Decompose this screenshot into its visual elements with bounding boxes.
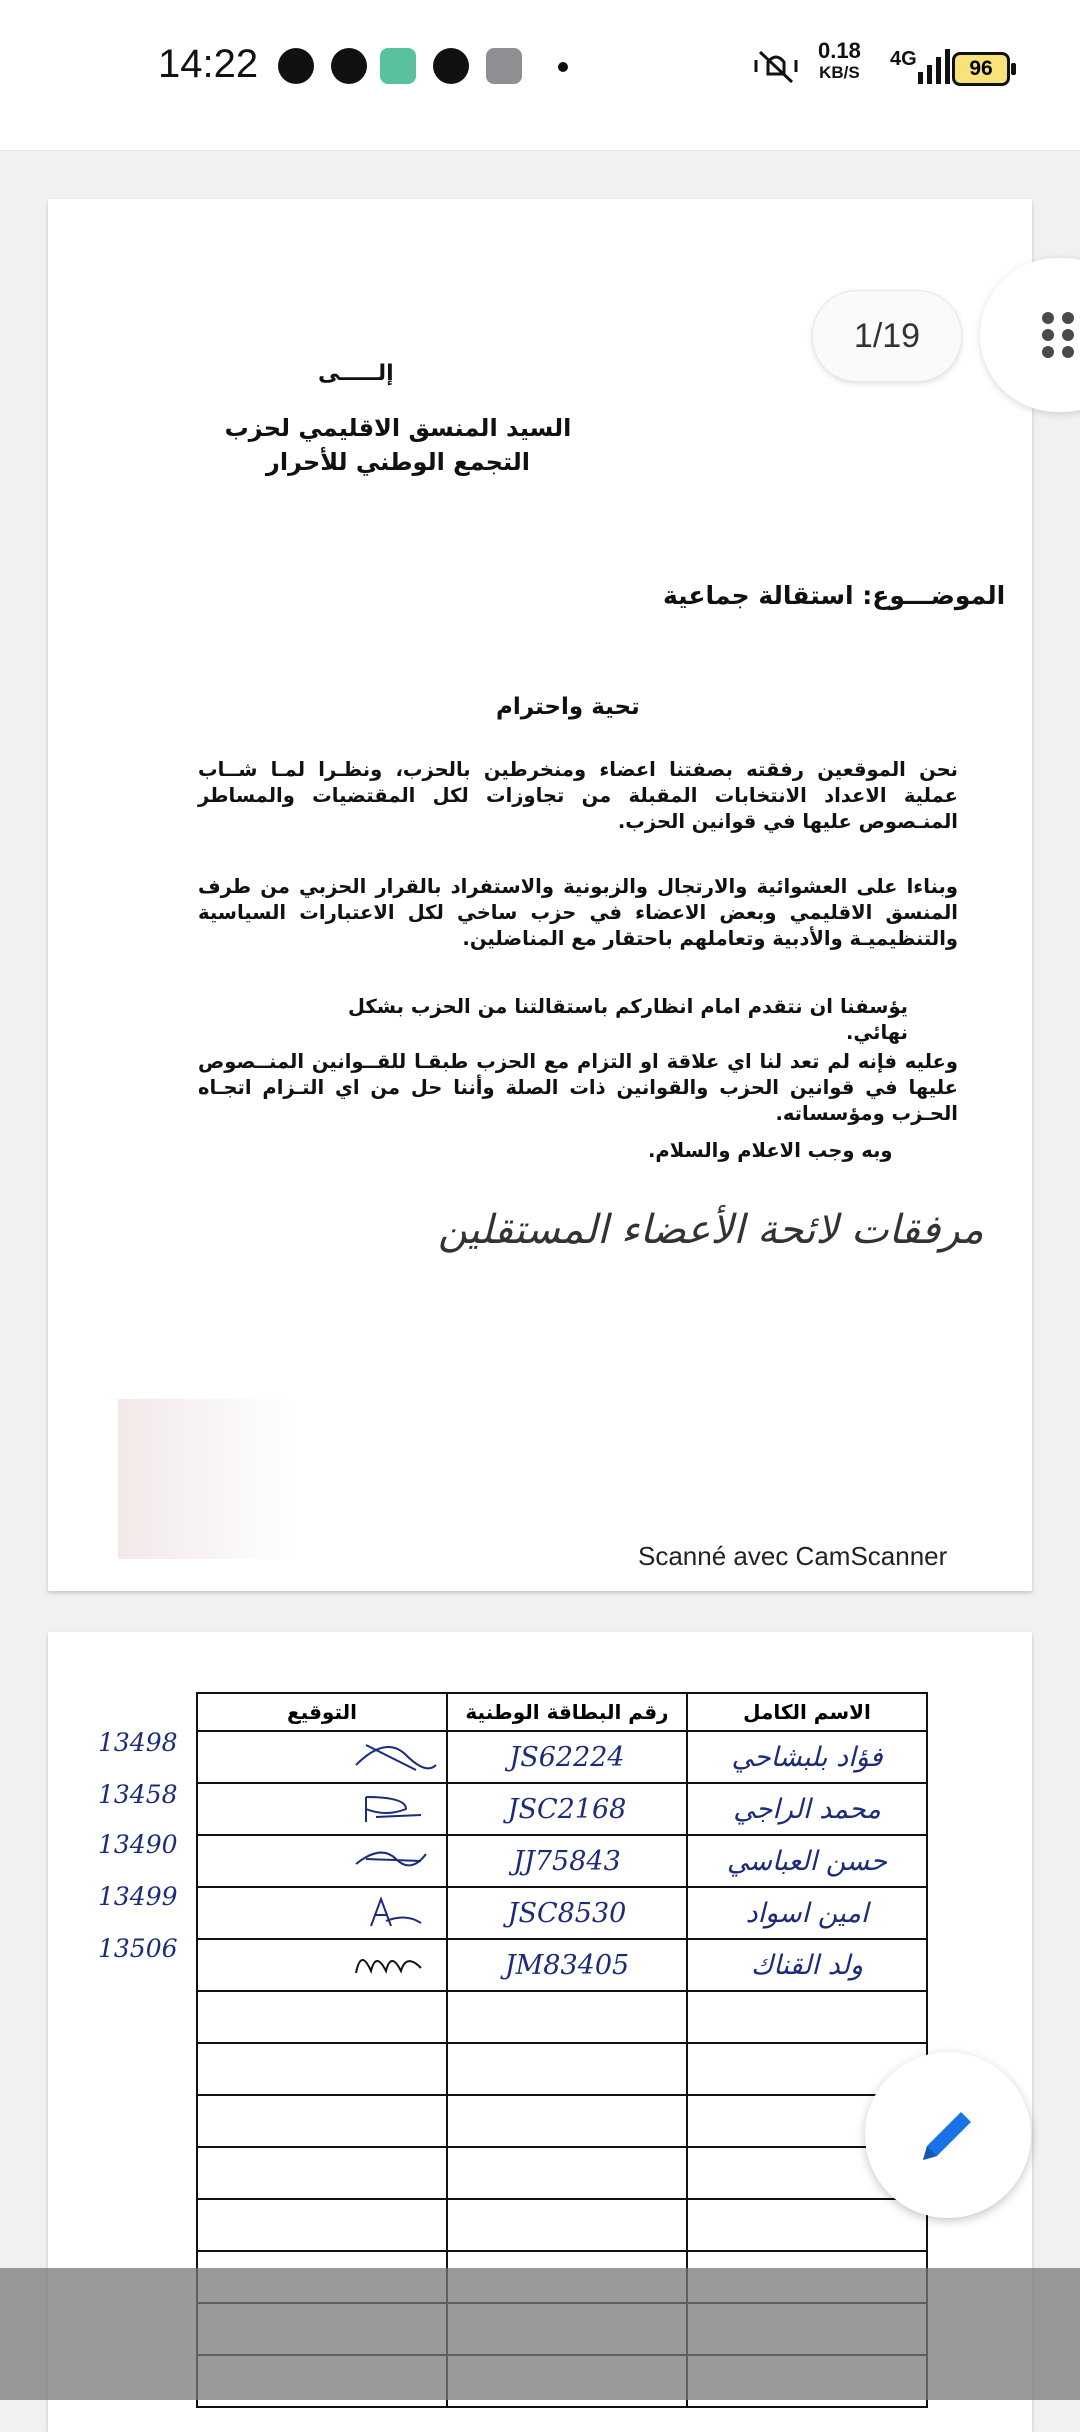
scan-smudge bbox=[118, 1399, 298, 1559]
speed-unit: KB/S bbox=[819, 63, 860, 82]
back-icon[interactable] bbox=[770, 2308, 830, 2358]
recent-apps-icon[interactable] bbox=[250, 2308, 310, 2358]
table-row bbox=[197, 1991, 927, 2043]
row-number: 13458 bbox=[98, 1780, 178, 1809]
dot-icon bbox=[558, 62, 568, 72]
facebook-icon bbox=[331, 48, 367, 84]
mute-vibrate-icon bbox=[752, 44, 800, 88]
table-row bbox=[197, 2095, 927, 2147]
status-time: 14:22 bbox=[158, 42, 259, 86]
member-name: فؤاد بلبشاحي bbox=[687, 1731, 927, 1783]
member-signature bbox=[197, 1887, 447, 1939]
table-row bbox=[197, 1731, 927, 1783]
greeting: تحية واحترام bbox=[496, 694, 640, 720]
row-number: 13499 bbox=[98, 1882, 178, 1911]
pencil-icon bbox=[913, 2100, 983, 2170]
member-name: محمد الراجي bbox=[687, 1783, 927, 1835]
paragraph-3: يؤسفنا ان نتقدم امام انظاركم باستقالتنا من الحزب بشكل نهائي. bbox=[348, 995, 908, 1044]
subject-line: الموضـــوع: استقالة جماعية bbox=[663, 581, 1006, 610]
member-name: حسن العباسي bbox=[687, 1835, 927, 1887]
status-bar bbox=[0, 0, 1080, 151]
row-number: 13490 bbox=[98, 1830, 178, 1859]
network-type: 4G bbox=[890, 48, 917, 70]
paragraph-1: نحن الموقعين رفقته بصفتنا اعضاء ومنخرطين بالحزب، ونظـرا لمـا شــاب عملية الاعداد الانتخابات المقبلة من تجاوزات لكل المقتضيات والمساطر المنـصوص عليها في قوانين الحزب. bbox=[198, 758, 958, 833]
member-id: JSC2168 bbox=[447, 1783, 687, 1835]
header-national-id: رقم البطاقة الوطنية bbox=[447, 1693, 687, 1731]
member-signature bbox=[197, 1835, 447, 1887]
header-signature: التوقيع bbox=[197, 1693, 447, 1731]
member-id: JM83405 bbox=[447, 1939, 687, 1991]
row-number: 13498 bbox=[98, 1728, 178, 1757]
member-signature bbox=[197, 1783, 447, 1835]
table-row bbox=[197, 2043, 927, 2095]
table-row bbox=[197, 2199, 927, 2251]
battery-icon: 96 bbox=[952, 52, 1010, 86]
table-row bbox=[197, 1887, 927, 1939]
handwritten-note: مرفقات لائحة الأعضاء المستقلين bbox=[438, 1207, 984, 1253]
scanner-watermark: Scanné avec CamScanner bbox=[638, 1541, 948, 1571]
upload-icon bbox=[380, 48, 416, 84]
table-row bbox=[197, 2147, 927, 2199]
settings-icon bbox=[486, 48, 522, 84]
member-name: امين اسواد bbox=[687, 1887, 927, 1939]
member-name: ولد القناك bbox=[687, 1939, 927, 1991]
network-speed bbox=[818, 40, 861, 84]
drag-handle-icon bbox=[1040, 310, 1076, 360]
closing-line: وبه وجب الاعلام والسلام. bbox=[648, 1139, 893, 1162]
table-row bbox=[197, 1835, 927, 1887]
messenger-icon bbox=[278, 48, 314, 84]
edit-button[interactable] bbox=[865, 2052, 1031, 2218]
table-row bbox=[197, 1939, 927, 1991]
row-number: 13506 bbox=[98, 1934, 178, 1963]
navigation-bar bbox=[0, 2268, 1080, 2400]
page-counter: 1/19 bbox=[812, 290, 962, 382]
home-icon[interactable] bbox=[510, 2308, 570, 2358]
paragraph-4: وعليه فإنه لم تعد لنا اي علاقة او التزام مع الحزب طبقـا للقــوانين المنــصوص عليها في قوانين الحزب والقوانين ذات الصلة وأننا حل من اي التـزام اتجـاه الحـزب ومؤسساته. bbox=[198, 1050, 958, 1125]
member-id: JS62224 bbox=[447, 1731, 687, 1783]
header-full-name: الاسم الكامل bbox=[687, 1693, 927, 1731]
addressee: السيد المنسق الاقليمي لحزب التجمع الوطني للأحرار bbox=[224, 414, 572, 476]
paragraph-2: وبناءا على العشوائية والارتجال والزبونية والاستفراد بالقرار الحزبي من طرف المنسق الاقليمي وبعض الاعضاء في حزب ساخي لكل الاعتبارات السياسية والتنظيميـة والأدبية وتعاملهم باحتقار مع المناضلين. bbox=[198, 875, 958, 950]
speed-value: 0.18 bbox=[818, 38, 861, 63]
member-signature bbox=[197, 1731, 447, 1783]
member-id: JSC8530 bbox=[447, 1887, 687, 1939]
phone-icon bbox=[433, 48, 469, 84]
table-header-row bbox=[197, 1693, 927, 1731]
addressee-label: إلـــــى bbox=[318, 361, 394, 386]
member-signature bbox=[197, 1939, 447, 1991]
member-id: JJ75843 bbox=[447, 1835, 687, 1887]
document-page-1 bbox=[48, 199, 1032, 1591]
table-row bbox=[197, 1783, 927, 1835]
